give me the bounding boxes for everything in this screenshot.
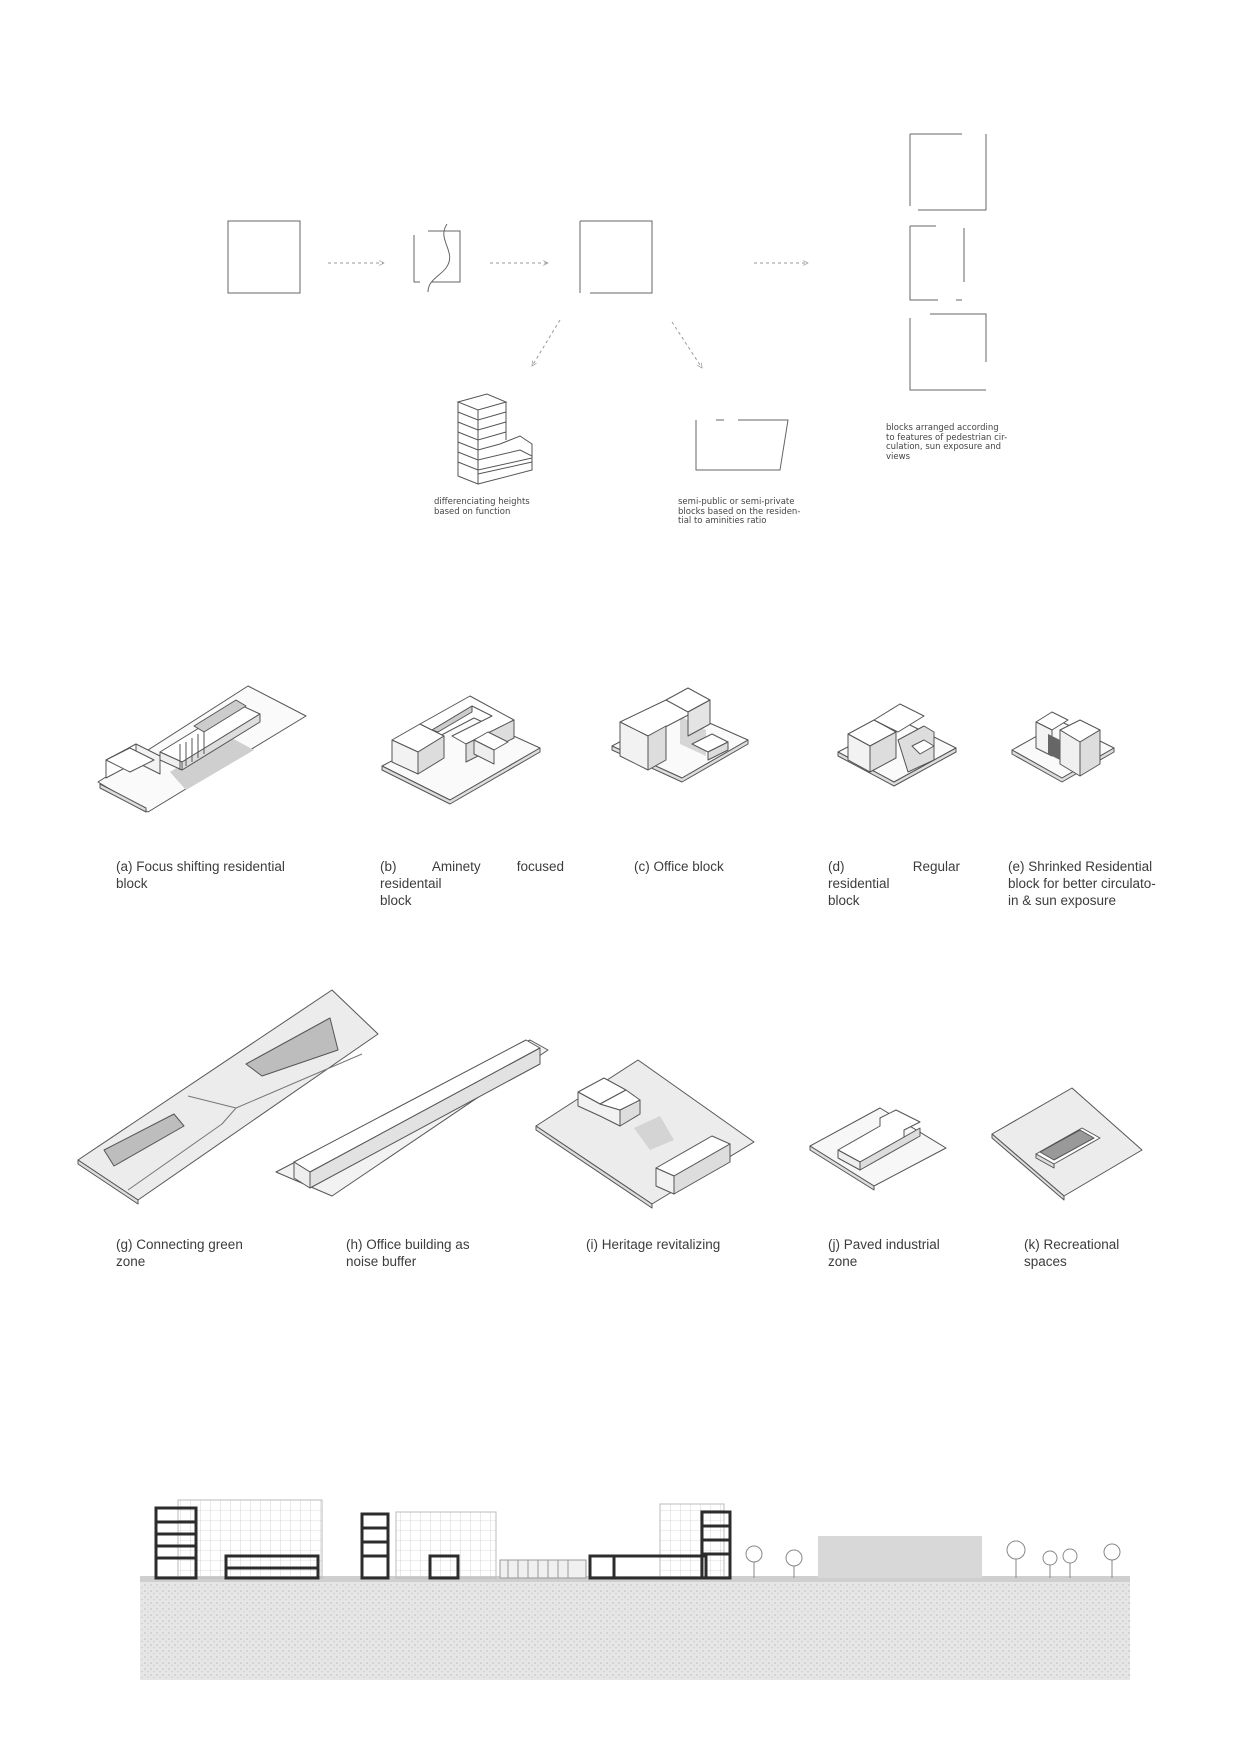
- note-line: semi-public or semi-private: [678, 497, 795, 507]
- caption-i: [586, 1236, 756, 1253]
- caption-line: block: [828, 893, 860, 908]
- section-pavilion: [500, 1560, 586, 1578]
- caption-a: [116, 858, 288, 892]
- caption-g: [116, 1236, 248, 1270]
- tree: [1063, 1549, 1077, 1578]
- tree: [786, 1550, 802, 1578]
- tree: [746, 1546, 762, 1578]
- note-heights: [434, 498, 544, 517]
- process-diagram: [228, 134, 986, 484]
- caption-line: noise buffer: [346, 1254, 417, 1269]
- process-square-3: [580, 221, 652, 293]
- caption-line: (k) Recreational: [1024, 1237, 1120, 1252]
- arranged-block-1: [910, 134, 986, 210]
- note-line: blocks arranged according: [886, 423, 999, 433]
- caption-h: [346, 1236, 480, 1270]
- semi-block-shape: [696, 420, 788, 470]
- tree: [1043, 1551, 1057, 1578]
- caption-line: spaces: [1024, 1254, 1067, 1269]
- arrow-4: [532, 320, 560, 366]
- process-arrows: [328, 263, 808, 368]
- caption-line: block: [116, 876, 148, 891]
- note-line: tial to aminities ratio: [678, 516, 767, 526]
- note-line: blocks based on the residen-: [678, 506, 801, 517]
- caption-b: [380, 858, 564, 909]
- caption-e: [1008, 858, 1156, 909]
- grid-facade-2: [396, 1512, 496, 1578]
- axo-block-c: [612, 688, 748, 782]
- axo-row-2: [78, 990, 1142, 1208]
- caption-line: (b) Aminety focused residentail: [380, 859, 564, 891]
- caption-line: (i) Heritage revitalizing: [586, 1237, 721, 1252]
- grid-facade-1: [178, 1500, 322, 1578]
- note-line: based on function: [434, 506, 511, 517]
- axo-block-d: [838, 704, 956, 786]
- axo-zone-i: [536, 1060, 754, 1208]
- tree: [1104, 1544, 1120, 1578]
- arrow-5: [672, 322, 702, 368]
- arranged-block-3: [910, 314, 986, 390]
- axo-zone-k: [992, 1088, 1142, 1200]
- tree: [1007, 1541, 1025, 1578]
- axo-block-a: [98, 686, 306, 812]
- caption-line: block for better circulato-: [1008, 876, 1156, 891]
- caption-line: (d) Regular residential: [828, 859, 960, 891]
- axo-block-e: [1012, 712, 1114, 782]
- arranged-block-2: [910, 226, 964, 300]
- site-section: [140, 1500, 1130, 1680]
- section-building-3: [362, 1514, 388, 1578]
- ground-texture: [140, 1580, 1130, 1680]
- axo-block-b: [382, 696, 540, 804]
- note-line: views: [886, 451, 911, 462]
- caption-j: [828, 1236, 946, 1270]
- caption-line: (j) Paved industrial: [828, 1237, 940, 1252]
- axo-row-1: [98, 686, 1114, 812]
- process-square-1: [228, 221, 300, 293]
- section-industrial-block: [818, 1536, 982, 1578]
- note-line: differenciating heights: [434, 497, 530, 507]
- axo-zone-j: [810, 1108, 946, 1190]
- note-line: culation, sun exposure and: [886, 442, 1001, 452]
- stacked-heights-shape: [458, 394, 532, 484]
- caption-line: (h) Office building as: [346, 1237, 470, 1252]
- note-line: to features of pedestrian cir-: [886, 432, 1008, 443]
- caption-line: in & sun exposure: [1008, 893, 1117, 908]
- caption-line: (g) Connecting green: [116, 1237, 243, 1252]
- caption-d: [828, 858, 960, 909]
- note-semi: [678, 498, 802, 527]
- caption-line: (c) Office block: [634, 859, 724, 874]
- caption-line: zone: [828, 1254, 858, 1269]
- caption-line: block: [380, 893, 412, 908]
- caption-c: [634, 858, 774, 875]
- caption-line: (a) Focus shifting residential: [116, 859, 285, 874]
- caption-line: zone: [116, 1254, 146, 1269]
- caption-k: [1024, 1236, 1134, 1270]
- process-square-2: [414, 224, 460, 292]
- caption-line: (e) Shrinked Residential: [1008, 859, 1153, 874]
- note-arranged: [886, 424, 1010, 462]
